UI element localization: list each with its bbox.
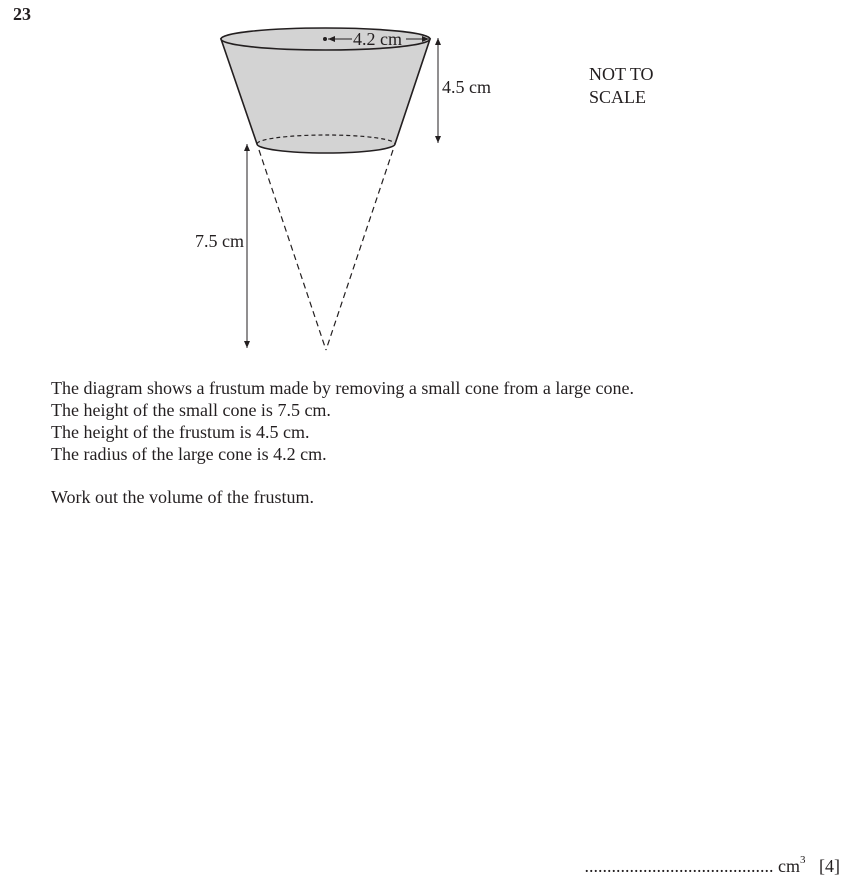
answer-unit-base: cm: [778, 856, 800, 876]
answer-line[interactable]: [585, 856, 841, 877]
frustum-height-label: 4.5 cm: [442, 77, 491, 97]
frustum-body: [221, 39, 430, 153]
answer-unit-power: 3: [800, 854, 806, 866]
scale-note-line-1: NOT TO: [589, 64, 654, 84]
stem-line: The diagram shows a frustum made by removing a small cone from a large cone.: [51, 378, 634, 398]
small-cone-right-edge: [326, 150, 393, 350]
answer-unit: [778, 856, 806, 876]
top-centre-point: [323, 37, 327, 41]
radius-label: 4.2 cm: [353, 29, 402, 49]
small-cone-height-label: 7.5 cm: [195, 231, 244, 251]
marks-label: [4]: [819, 856, 840, 876]
stem-line: The height of the frustum is 4.5 cm.: [51, 422, 310, 442]
question-number: 23: [13, 4, 31, 24]
question-stem: [51, 377, 634, 508]
small-cone-left-edge: [259, 150, 326, 350]
scale-note-line-2: SCALE: [589, 87, 647, 107]
not-to-scale-note: [589, 63, 654, 109]
stem-line: The radius of the large cone is 4.2 cm.: [51, 444, 327, 464]
task-instruction: Work out the volume of the frustum.: [51, 487, 315, 507]
stem-line: The height of the small cone is 7.5 cm.: [51, 400, 331, 420]
answer-dots[interactable]: ..........................................: [584, 856, 774, 876]
frustum-diagram: [0, 0, 853, 370]
